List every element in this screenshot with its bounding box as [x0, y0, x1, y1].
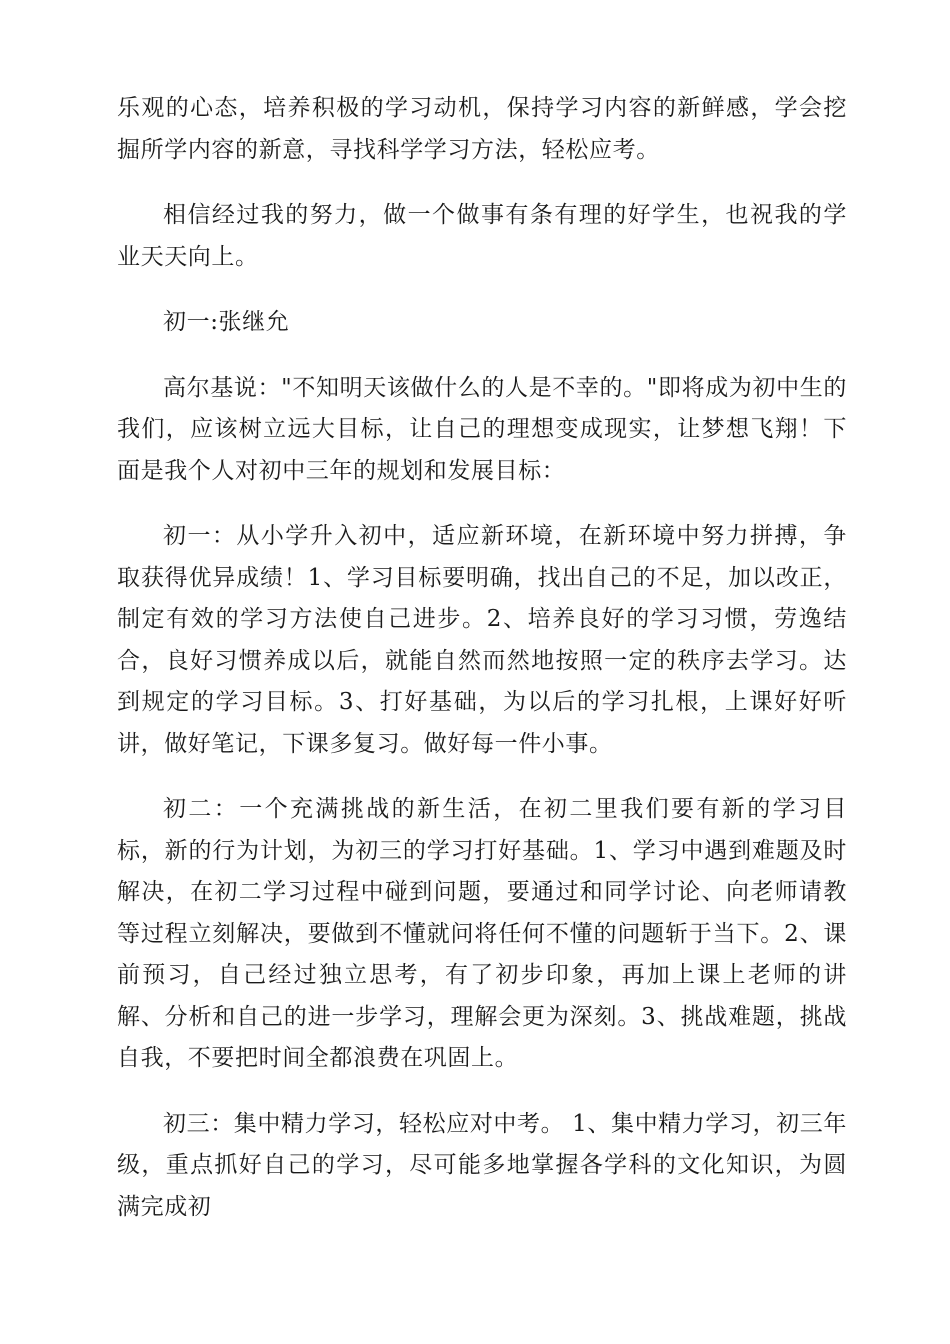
paragraph-grade-two: 初二：一个充满挑战的新生活，在初二里我们要有新的学习目标，新的行为计划，为初三的学习打好基础。1、学习中遇到难题及时解决，在初二学习过程中碰到问题，要通过和同学讨论、向老师请教等过程立刻解决，要做到不懂就问将任何不懂的问题斩于当下。2、课前预习，自己经过独立思考，有了初步印象，再加上课上老师的讲解、分析和自己的进一步学习，理解会更为深刻。3、挑战难题，挑战自我，不要把时间全都浪费在巩固上。 [117, 796, 847, 1071]
paragraph-continued: 乐观的心态，培养积极的学习动机，保持学习内容的新鲜感，学会挖掘所学内容的新意，寻找科学学习方法，轻松应考。 [117, 95, 847, 163]
document-body [117, 88, 847, 1252]
paragraph-intro: 高尔基说："不知明天该做什么的人是不幸的。"即将成为初中生的我们，应该树立远大目标，让自己的理想变成现实，让梦想飞翔！下面是我个人对初中三年的规划和发展目标： [117, 374, 847, 484]
paragraph-closing: 相信经过我的努力，做一个做事有条有理的好学生，也祝我的学业天天向上。 [117, 202, 847, 270]
author-heading: 初一:张继允 [163, 309, 290, 335]
paragraph-grade-one: 初一：从小学升入初中，适应新环境，在新环境中努力拼搏，争取获得优异成绩！1、学习目标要明确，找出自己的不足，加以改正，制定有效的学习方法使自己进步。2、培养良好的学习习惯，劳逸结合，良好习惯养成以后，就能自然而然地按照一定的秩序去学习。达到规定的学习目标。3、打好基础，为以后的学习扎根，上课好好听讲，做好笔记，下课多复习。做好每一件小事。 [117, 523, 847, 757]
paragraph-grade-three: 初三：集中精力学习，轻松应对中考。 1、集中精力学习，初三年级，重点抓好自己的学习，尽可能多地掌握各学科的文化知识，为圆满完成初 [117, 1110, 847, 1220]
